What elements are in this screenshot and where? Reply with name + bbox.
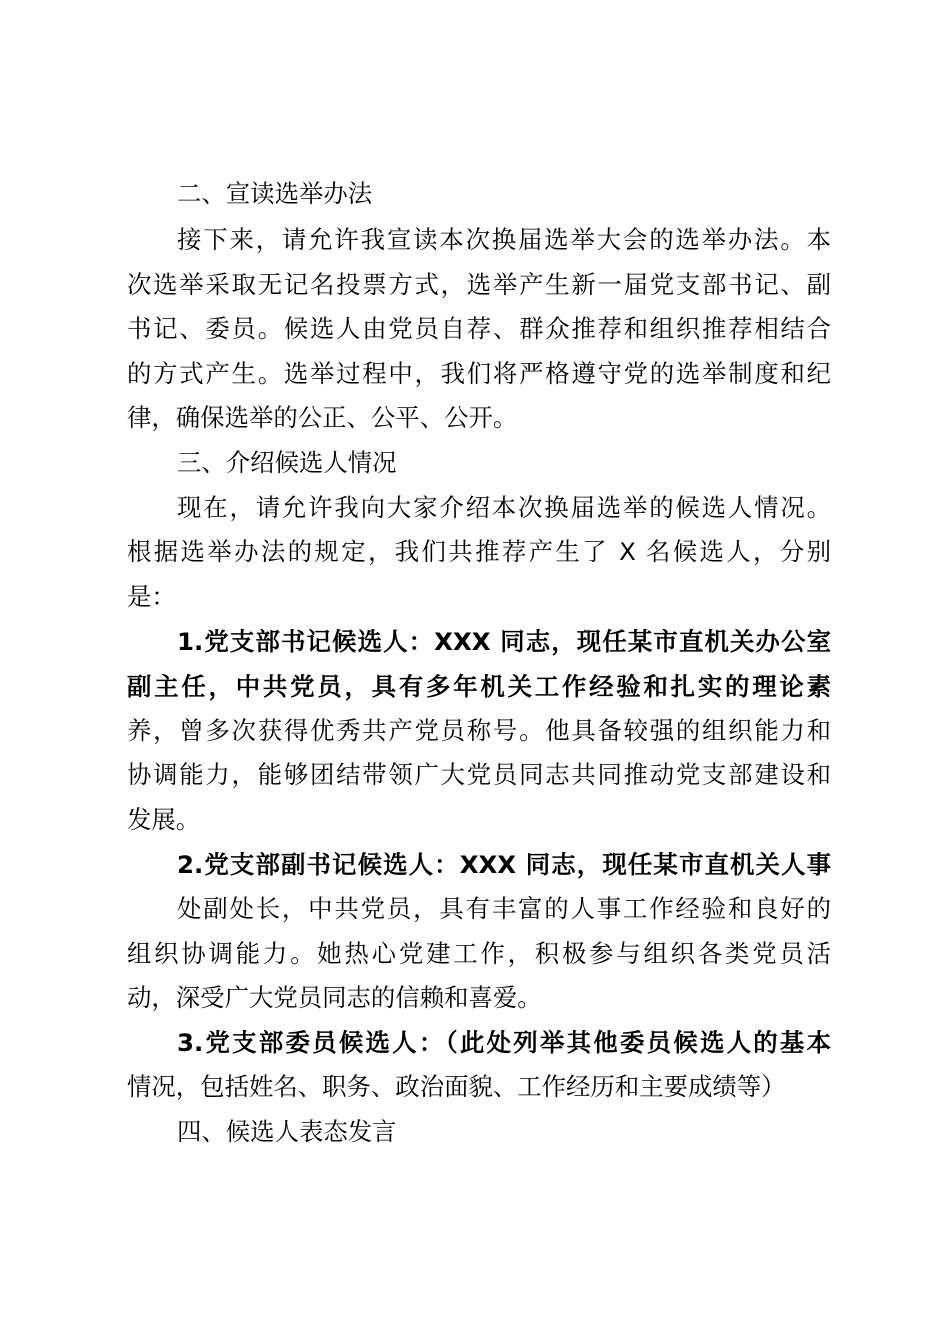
paragraph-line: 律，确保选举的公正、公平、公开。: [127, 403, 518, 432]
paragraph-line: 现在，请允许我向大家介绍本次换届选举的候选人情况。: [177, 493, 831, 522]
candidate-3-heading: 3.党支部委员候选人：（此处列举其他委员候选人的基本: [177, 1028, 831, 1057]
candidate-1-heading-cont: 副主任，中共党员，具有多年机关工作经验和扎实的理论素: [127, 672, 831, 701]
candidate-2-heading: 2.党支部副书记候选人：XXX 同志，现任某市直机关人事: [177, 850, 831, 879]
paragraph-line: 处副处长，中共党员，具有丰富的人事工作经验和良好的: [177, 894, 831, 923]
section-heading-4: 四、候选人表态发言: [177, 1117, 397, 1146]
paragraph-line: 的方式产生。选举过程中，我们将严格遵守党的选举制度和纪: [127, 359, 831, 388]
paragraph-line: 次选举采取无记名投票方式，选举产生新一届党支部书记、副: [127, 270, 831, 299]
paragraph-line: 养，曾多次获得优秀共产党员称号。他具备较强的组织能力和: [127, 716, 831, 745]
paragraph-line: 接下来，请允许我宣读本次换届选举大会的选举办法。本: [177, 225, 831, 254]
paragraph-line: 情况，包括姓名、职务、政治面貌、工作经历和主要成绩等）: [127, 1072, 786, 1101]
paragraph-line: 组织协调能力。她热心党建工作，积极参与组织各类党员活: [127, 939, 831, 968]
paragraph-line: 书记、委员。候选人由党员自荐、群众推荐和组织推荐相结合: [127, 314, 831, 343]
section-heading-3: 三、介绍候选人情况: [177, 448, 397, 477]
paragraph-line: 动，深受广大党员同志的信赖和喜爱。: [127, 983, 542, 1012]
paragraph-line: 协调能力，能够团结带领广大党员同志共同推动党支部建设和: [127, 760, 831, 789]
candidate-1-heading: 1.党支部书记候选人：XXX 同志，现任某市直机关办公室: [177, 627, 831, 656]
section-heading-2: 二、宣读选举办法: [177, 179, 373, 208]
paragraph-line: 发展。: [127, 805, 201, 834]
paragraph-line: 根据选举办法的规定，我们共推荐产生了 X 名候选人，分别: [127, 537, 831, 566]
paragraph-line: 是：: [127, 582, 176, 611]
